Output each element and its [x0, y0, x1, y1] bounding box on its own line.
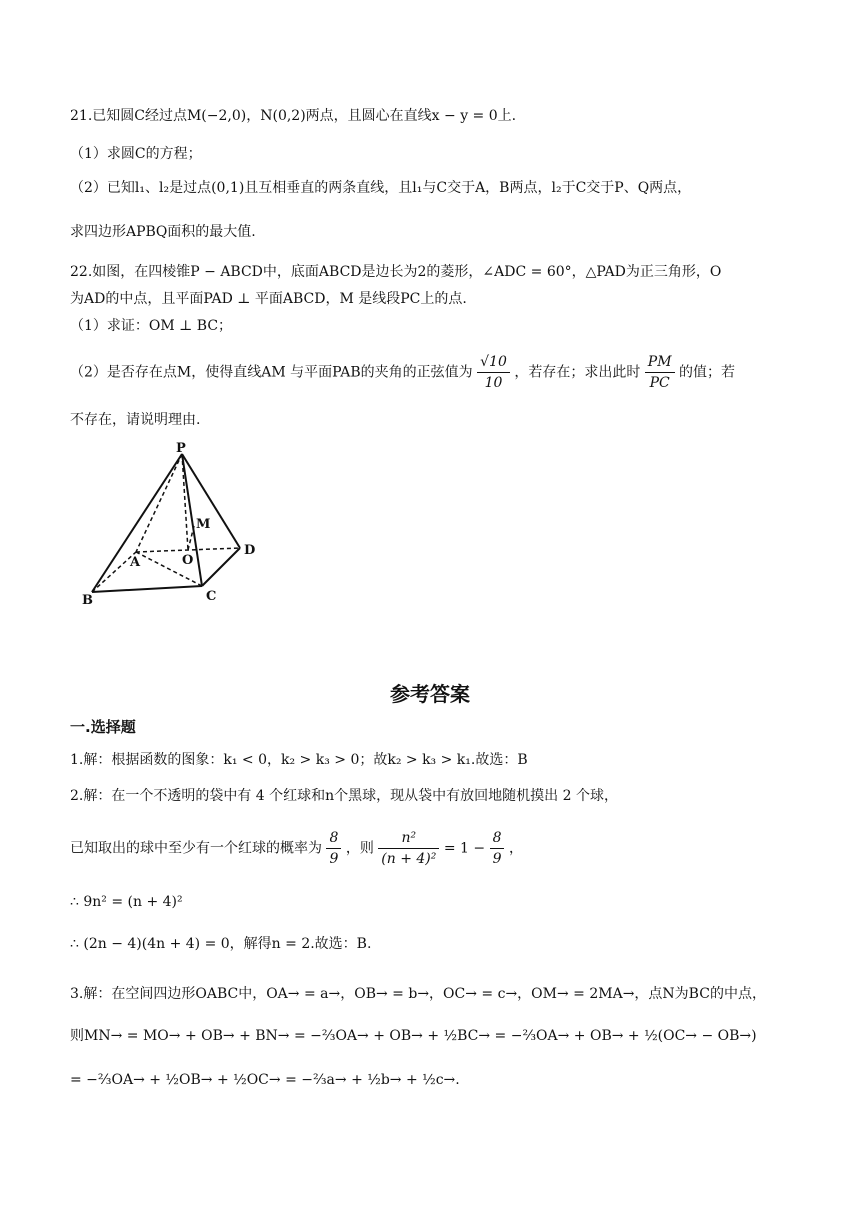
label-o: O: [182, 553, 194, 568]
q21-part2-line2: 求四边形APBQ面积的最大值.: [70, 224, 256, 240]
q22-part2: [70, 352, 735, 393]
answer-2-line3: ∴ 9n² = (n + 4)²: [70, 894, 183, 910]
q22-part2-pre: （2）是否存在点M，使得直线AM 与平面PAB的夹角的正弦值为: [70, 364, 473, 381]
label-m: M: [196, 517, 211, 532]
section-multiple-choice: 一.选择题: [70, 718, 136, 736]
answer-2-line2-pre: 已知取出的球中至少有一个红球的概率为: [70, 840, 322, 857]
eight-ninths-fraction: $\frac{8}{9}$: [326, 828, 341, 869]
eight-ninths-fraction-2: $\frac{8}{9}$: [490, 828, 505, 869]
q22-statement-line1: 22.如图，在四棱锥P − ABCD中，底面ABCD是边长为2的菱形，∠ADC = 60°，△PAD为正三角形，O: [70, 264, 722, 280]
q21-part1: （1）求圆C的方程；: [70, 146, 202, 162]
sqrt10-over-10-fraction: $\frac{√10}{10}$: [477, 352, 510, 393]
answer-2-line2-eq: = 1 −: [443, 840, 486, 857]
q22-part2-post: 的值；若: [679, 364, 735, 381]
answer-2-line4: ∴ (2n − 4)(4n + 4) = 0，解得n = 2.故选：B.: [70, 936, 372, 952]
q21-statement: 21.已知圆C经过点M(−2,0)，N(0,2)两点，且圆心在直线x − y = 0上.: [70, 108, 517, 124]
n-squared-fraction: $\frac{\text{n²}}{\text{(n + 4)²}}$: [378, 828, 439, 869]
q22-part2-line2: 不存在，请说明理由.: [70, 412, 201, 428]
answer-3-line2: 则MN→ = MO→ + OB→ + BN→ = −⅔OA→ + OB→ + ½BC→ = −⅔OA→ + OB→ + ½(OC→ − OB→): [70, 1028, 757, 1044]
pyramid-figure: [78, 440, 258, 610]
q22-part2-mid: ，若存在；求出此时: [514, 364, 641, 381]
answer-3-line3: = −⅔OA→ + ½OB→ + ½OC→ = −⅔a→ + ½b→ + ½c→.: [70, 1072, 460, 1088]
answer-1: 1.解：根据函数的图象：k₁ < 0，k₂ > k₃ > 0；故k₂ > k₃ > k₁.故选：B: [70, 752, 528, 768]
answer-2-line2-mid: ，则: [345, 840, 374, 857]
q22-statement-line2: 为AD的中点，且平面PAD ⊥ 平面ABCD，M 是线段PC上的点.: [70, 291, 467, 307]
pm-over-pc-fraction: $\frac{PM}{PC}$: [645, 352, 675, 393]
q22-part1: （1）求证：OM ⊥ BC；: [70, 318, 233, 334]
answer-2-line2: [70, 828, 523, 869]
q21-part2-line1: （2）已知l₁、l₂是过点(0,1)且互相垂直的两条直线，且l₁与C交于A，B两点，l₂于C交于P、Q两点，: [70, 180, 692, 196]
label-p: P: [176, 441, 186, 456]
label-d: D: [244, 543, 256, 558]
label-a: A: [130, 555, 141, 570]
label-b: B: [82, 593, 93, 608]
answer-2-line2-post: ，: [508, 840, 523, 857]
answer-3-line1: 3.解：在空间四边形OABC中，OA→ = a→，OB→ = b→，OC→ = c→，OM→ = 2MA→，点N为BC的中点，: [70, 986, 766, 1002]
label-c: C: [206, 589, 217, 604]
answers-title: 参考答案: [390, 682, 470, 706]
answer-2-line1: 2.解：在一个不透明的袋中有 4 个红球和n个黑球，现从袋中有放回地随机摸出 2 个球，: [70, 788, 618, 804]
